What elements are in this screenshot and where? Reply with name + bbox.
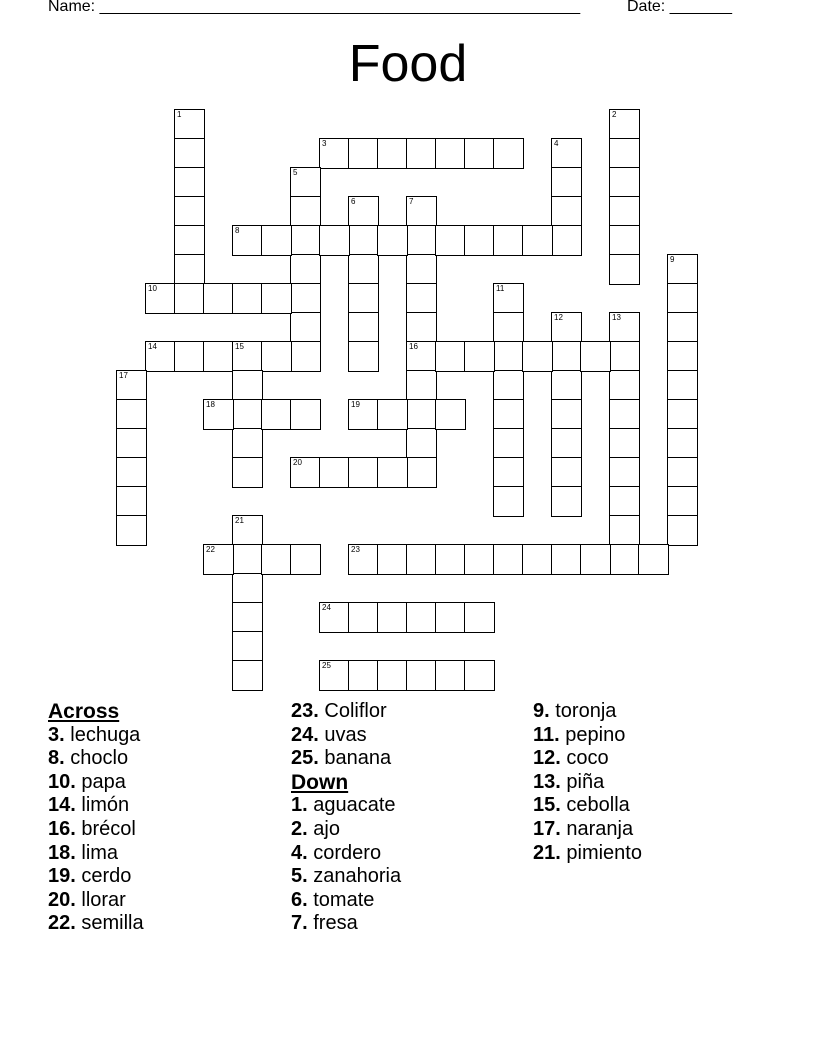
crossword-cell[interactable] bbox=[667, 341, 698, 372]
crossword-cell[interactable] bbox=[116, 457, 147, 488]
crossword-cell[interactable] bbox=[203, 341, 234, 372]
crossword-cell[interactable] bbox=[609, 428, 640, 459]
crossword-cell[interactable] bbox=[493, 486, 524, 517]
crossword-cell[interactable] bbox=[261, 341, 292, 372]
crossword-cell[interactable] bbox=[232, 631, 263, 662]
clue-text: toronja bbox=[555, 700, 617, 722]
crossword-cell[interactable] bbox=[667, 399, 698, 430]
clue-number: 2. bbox=[291, 817, 308, 840]
clue-number: 5. bbox=[291, 865, 308, 888]
crossword-cell[interactable] bbox=[609, 370, 640, 401]
clue-text: Coliflor bbox=[324, 700, 387, 722]
crossword-cell[interactable] bbox=[116, 370, 147, 401]
across-clue bbox=[48, 818, 144, 842]
across-clue bbox=[48, 865, 144, 889]
crossword-cell[interactable] bbox=[435, 341, 466, 372]
clue-number-label: 16 bbox=[409, 342, 418, 351]
clue-number-label: 9 bbox=[670, 255, 675, 264]
crossword-cell[interactable] bbox=[348, 283, 379, 314]
clue-text: papa bbox=[81, 770, 126, 793]
crossword-cell[interactable] bbox=[232, 660, 263, 691]
crossword-cell[interactable] bbox=[667, 486, 698, 517]
clue-column-2 bbox=[291, 700, 401, 936]
crossword-cell[interactable] bbox=[406, 341, 437, 372]
crossword-cell[interactable] bbox=[377, 138, 408, 169]
crossword-cell[interactable] bbox=[667, 283, 698, 314]
crossword-cell[interactable] bbox=[377, 602, 408, 633]
crossword-cell[interactable] bbox=[319, 602, 350, 633]
clue-number-label: 14 bbox=[148, 342, 157, 351]
crossword-cell[interactable] bbox=[348, 225, 379, 256]
clue-text: lechuga bbox=[70, 723, 141, 746]
crossword-cell[interactable] bbox=[551, 486, 582, 517]
clue-number-label: 1 bbox=[177, 110, 182, 119]
clue-text: pimiento bbox=[566, 841, 642, 864]
crossword-cell[interactable] bbox=[667, 457, 698, 488]
clue-number: 24. bbox=[291, 723, 319, 746]
crossword-cell[interactable] bbox=[348, 399, 379, 430]
clue-text: cordero bbox=[313, 841, 382, 864]
clue-number-label: 21 bbox=[235, 516, 244, 525]
across-clue bbox=[48, 889, 144, 913]
down-clue bbox=[533, 818, 642, 842]
across-clue bbox=[48, 771, 144, 795]
clue-text: cebolla bbox=[566, 794, 630, 817]
crossword-cell[interactable] bbox=[551, 428, 582, 459]
crossword-cell[interactable] bbox=[609, 254, 640, 285]
down-clue bbox=[533, 842, 642, 866]
crossword-cell[interactable] bbox=[348, 254, 379, 285]
crossword-cell[interactable] bbox=[493, 399, 524, 430]
crossword-cell[interactable] bbox=[551, 370, 582, 401]
clue-number: 15. bbox=[533, 794, 561, 817]
clue-number-label: 12 bbox=[554, 313, 563, 322]
crossword-cell[interactable] bbox=[174, 254, 205, 285]
clue-text: brécol bbox=[81, 817, 136, 840]
crossword-cell[interactable] bbox=[290, 341, 321, 372]
crossword-cell[interactable] bbox=[406, 660, 437, 691]
down-clue bbox=[533, 724, 642, 748]
crossword-cell[interactable] bbox=[290, 312, 321, 343]
down-clue bbox=[533, 747, 642, 771]
crossword-cell[interactable] bbox=[609, 109, 640, 140]
crossword-cell[interactable] bbox=[290, 167, 321, 198]
across-clue bbox=[291, 724, 401, 748]
crossword-cell[interactable] bbox=[435, 544, 466, 575]
clue-number-label: 17 bbox=[119, 371, 128, 380]
page-title: Food bbox=[348, 35, 468, 93]
crossword-cell[interactable] bbox=[435, 602, 466, 633]
down-clue bbox=[291, 912, 401, 936]
crossword-cell[interactable] bbox=[319, 457, 350, 488]
clue-number: 10. bbox=[48, 770, 76, 793]
clue-text: zanahoria bbox=[313, 865, 402, 888]
crossword-cell[interactable] bbox=[145, 341, 176, 372]
crossword-cell[interactable] bbox=[348, 312, 379, 343]
clue-number-label: 15 bbox=[235, 342, 244, 351]
crossword-cell[interactable] bbox=[551, 225, 582, 256]
crossword-cell[interactable] bbox=[609, 225, 640, 256]
down-clue bbox=[291, 865, 401, 889]
crossword-cell[interactable] bbox=[406, 254, 437, 285]
crossword-cell[interactable] bbox=[290, 544, 321, 575]
crossword-cell[interactable] bbox=[609, 196, 640, 227]
clue-number-label: 25 bbox=[322, 661, 331, 670]
crossword-cell[interactable] bbox=[609, 399, 640, 430]
clue-text: piña bbox=[566, 770, 605, 793]
crossword-cell[interactable] bbox=[551, 138, 582, 169]
crossword-cell[interactable] bbox=[116, 428, 147, 459]
crossword-cell[interactable] bbox=[493, 370, 524, 401]
crossword-cell[interactable] bbox=[232, 515, 263, 546]
crossword-cell[interactable] bbox=[464, 602, 495, 633]
crossword-cell[interactable] bbox=[667, 370, 698, 401]
clue-number: 14. bbox=[48, 794, 76, 817]
down-clue bbox=[291, 794, 401, 818]
clue-number: 21. bbox=[533, 841, 561, 864]
crossword-cell[interactable] bbox=[174, 283, 205, 314]
crossword-cell[interactable] bbox=[319, 225, 350, 256]
crossword-cell[interactable] bbox=[406, 312, 437, 343]
clue-number-label: 10 bbox=[148, 284, 157, 293]
date-field[interactable]: Date: _______ bbox=[627, 0, 732, 15]
crossword-cell[interactable] bbox=[174, 341, 205, 372]
crossword-cell[interactable] bbox=[174, 225, 205, 256]
crossword-cell[interactable] bbox=[580, 544, 611, 575]
across-clue bbox=[291, 747, 401, 771]
across-clue bbox=[48, 842, 144, 866]
crossword-cell[interactable] bbox=[348, 457, 379, 488]
crossword-cell[interactable] bbox=[493, 225, 524, 256]
crossword-cell[interactable] bbox=[232, 399, 263, 430]
clue-number: 1. bbox=[291, 794, 308, 817]
clue-number: 16. bbox=[48, 817, 76, 840]
clue-number-label: 4 bbox=[554, 139, 559, 148]
crossword-cell[interactable] bbox=[232, 602, 263, 633]
crossword-cell[interactable] bbox=[493, 428, 524, 459]
crossword-cell[interactable] bbox=[203, 283, 234, 314]
across-heading: Across bbox=[48, 700, 120, 723]
crossword-cell[interactable] bbox=[551, 196, 582, 227]
crossword-cell[interactable] bbox=[319, 660, 350, 691]
clue-text: tomate bbox=[313, 888, 375, 911]
across-clue bbox=[48, 724, 144, 748]
crossword-cell[interactable] bbox=[464, 544, 495, 575]
clue-number-label: 13 bbox=[612, 313, 621, 322]
crossword-cell[interactable] bbox=[551, 312, 582, 343]
clue-number: 9. bbox=[533, 700, 550, 722]
crossword-cell[interactable] bbox=[261, 399, 292, 430]
crossword-cell[interactable] bbox=[377, 457, 408, 488]
crossword-cell[interactable] bbox=[667, 312, 698, 343]
crossword-cell[interactable] bbox=[522, 544, 553, 575]
crossword-cell[interactable] bbox=[464, 341, 495, 372]
crossword-cell[interactable] bbox=[667, 428, 698, 459]
down-clue bbox=[291, 818, 401, 842]
crossword-cell[interactable] bbox=[609, 486, 640, 517]
crossword-cell[interactable] bbox=[406, 399, 437, 430]
crossword-cell[interactable] bbox=[522, 225, 553, 256]
crossword-cell[interactable] bbox=[261, 225, 292, 256]
crossword-cell[interactable] bbox=[232, 283, 263, 314]
clue-text: cerdo bbox=[81, 865, 132, 888]
clue-text: uvas bbox=[324, 723, 367, 746]
crossword-cell[interactable] bbox=[319, 138, 350, 169]
crossword-cell[interactable] bbox=[406, 225, 437, 256]
crossword-cell[interactable] bbox=[348, 138, 379, 169]
clue-number: 6. bbox=[291, 888, 308, 911]
crossword-cell[interactable] bbox=[464, 660, 495, 691]
crossword-cell[interactable] bbox=[232, 573, 263, 604]
crossword-cell[interactable] bbox=[406, 370, 437, 401]
down-heading: Down bbox=[291, 770, 349, 794]
crossword-cell[interactable] bbox=[261, 283, 292, 314]
crossword-cell[interactable] bbox=[377, 225, 408, 256]
clue-number: 8. bbox=[48, 747, 65, 770]
crossword-cell[interactable] bbox=[580, 341, 611, 372]
clue-number-label: 20 bbox=[293, 458, 302, 467]
crossword-cell[interactable] bbox=[435, 225, 466, 256]
crossword-cell[interactable] bbox=[406, 457, 437, 488]
clue-number: 22. bbox=[48, 912, 76, 935]
crossword-cell[interactable] bbox=[551, 341, 582, 372]
clue-number: 7. bbox=[291, 912, 308, 935]
crossword-cell[interactable] bbox=[493, 138, 524, 169]
crossword-cell[interactable] bbox=[464, 138, 495, 169]
clue-text: ajo bbox=[313, 817, 340, 840]
clue-number-label: 7 bbox=[409, 197, 414, 206]
clue-number-label: 11 bbox=[496, 284, 505, 293]
crossword-cell[interactable] bbox=[493, 457, 524, 488]
crossword-cell[interactable] bbox=[377, 660, 408, 691]
clue-text: llorar bbox=[81, 888, 126, 911]
clue-number: 4. bbox=[291, 841, 308, 864]
crossword-cell[interactable] bbox=[203, 544, 234, 575]
crossword-cell[interactable] bbox=[551, 544, 582, 575]
clue-number-label: 6 bbox=[351, 197, 356, 206]
crossword-cell[interactable] bbox=[609, 167, 640, 198]
clue-number-label: 3 bbox=[322, 139, 327, 148]
crossword-cell[interactable] bbox=[435, 138, 466, 169]
crossword-cell[interactable] bbox=[609, 544, 640, 575]
crossword-cell[interactable] bbox=[667, 515, 698, 546]
crossword-cell[interactable] bbox=[174, 109, 205, 140]
crossword-cell[interactable] bbox=[348, 196, 379, 227]
clue-text: banana bbox=[324, 747, 392, 770]
crossword-cell[interactable] bbox=[406, 283, 437, 314]
clue-column-3 bbox=[533, 700, 642, 865]
crossword-cell[interactable] bbox=[348, 602, 379, 633]
across-clue bbox=[48, 912, 144, 936]
crossword-cell[interactable] bbox=[609, 341, 640, 372]
crossword-cell[interactable] bbox=[377, 399, 408, 430]
crossword-cell[interactable] bbox=[116, 486, 147, 517]
clue-number-label: 24 bbox=[322, 603, 331, 612]
crossword-cell[interactable] bbox=[638, 544, 669, 575]
crossword-cell[interactable] bbox=[203, 399, 234, 430]
down-clue bbox=[291, 889, 401, 913]
crossword-cell[interactable] bbox=[232, 457, 263, 488]
crossword-cell[interactable] bbox=[406, 602, 437, 633]
clue-number: 11. bbox=[533, 723, 560, 746]
crossword-cell[interactable] bbox=[435, 399, 466, 430]
clue-number-label: 8 bbox=[235, 226, 240, 235]
clue-number: 3. bbox=[48, 723, 65, 746]
clue-number: 20. bbox=[48, 888, 76, 911]
crossword-cell[interactable] bbox=[377, 544, 408, 575]
clue-text: coco bbox=[566, 747, 609, 770]
crossword-cell[interactable] bbox=[232, 370, 263, 401]
crossword-cell[interactable] bbox=[551, 457, 582, 488]
crossword-cell[interactable] bbox=[290, 457, 321, 488]
clue-number-label: 2 bbox=[612, 110, 617, 119]
crossword-cell[interactable] bbox=[406, 544, 437, 575]
down-clue bbox=[533, 771, 642, 795]
crossword-cell[interactable] bbox=[609, 457, 640, 488]
crossword-cell[interactable] bbox=[493, 341, 524, 372]
clue-number-label: 19 bbox=[351, 400, 360, 409]
clue-text: aguacate bbox=[313, 794, 396, 817]
clue-number: 17. bbox=[533, 817, 561, 840]
crossword-cell[interactable] bbox=[145, 283, 176, 314]
clue-number-label: 5 bbox=[293, 168, 298, 177]
crossword-cell[interactable] bbox=[290, 225, 321, 256]
crossword-cell[interactable] bbox=[551, 399, 582, 430]
down-clue bbox=[533, 700, 642, 724]
across-clue bbox=[48, 747, 144, 771]
clue-number-label: 22 bbox=[206, 545, 215, 554]
crossword-cell[interactable] bbox=[667, 254, 698, 285]
clue-number: 13. bbox=[533, 770, 561, 793]
clue-text: naranja bbox=[566, 817, 634, 840]
clue-number: 19. bbox=[48, 865, 76, 888]
crossword-cell[interactable] bbox=[493, 283, 524, 314]
clue-number-label: 23 bbox=[351, 545, 360, 554]
crossword-cell[interactable] bbox=[290, 254, 321, 285]
clue-number: 12. bbox=[533, 747, 561, 770]
clue-number: 25. bbox=[291, 747, 319, 770]
crossword-cell[interactable] bbox=[232, 544, 263, 575]
crossword-cell[interactable] bbox=[116, 515, 147, 546]
crossword-cell[interactable] bbox=[290, 283, 321, 314]
crossword-cell[interactable] bbox=[435, 660, 466, 691]
crossword-cell[interactable] bbox=[406, 138, 437, 169]
crossword-cell[interactable] bbox=[551, 167, 582, 198]
crossword-cell[interactable] bbox=[522, 341, 553, 372]
crossword-cell[interactable] bbox=[174, 138, 205, 169]
crossword-cell[interactable] bbox=[493, 312, 524, 343]
across-clue bbox=[48, 794, 144, 818]
clue-number: 18. bbox=[48, 841, 76, 864]
clue-text: lima bbox=[81, 841, 119, 864]
clue-number-label: 18 bbox=[206, 400, 215, 409]
crossword-cell[interactable] bbox=[116, 399, 147, 430]
crossword-cell[interactable] bbox=[261, 544, 292, 575]
crossword-cell[interactable] bbox=[290, 196, 321, 227]
crossword-cell[interactable] bbox=[290, 399, 321, 430]
name-field[interactable]: Name: ______________________________________________________ bbox=[48, 0, 581, 15]
clue-text: semilla bbox=[81, 912, 144, 935]
crossword-cell[interactable] bbox=[493, 544, 524, 575]
clue-text: choclo bbox=[70, 747, 129, 770]
crossword-cell[interactable] bbox=[464, 225, 495, 256]
down-clue bbox=[533, 794, 642, 818]
crossword-cell[interactable] bbox=[232, 225, 263, 256]
crossword-cell[interactable] bbox=[406, 428, 437, 459]
crossword-cell[interactable] bbox=[174, 196, 205, 227]
crossword-cell[interactable] bbox=[609, 515, 640, 546]
crossword-cell[interactable] bbox=[609, 312, 640, 343]
clue-text: pepino bbox=[565, 723, 626, 746]
crossword-cell[interactable] bbox=[609, 138, 640, 169]
crossword-cell[interactable] bbox=[348, 660, 379, 691]
clue-text: fresa bbox=[313, 912, 358, 935]
clue-number: 23. bbox=[291, 700, 319, 722]
crossword-cell[interactable] bbox=[232, 428, 263, 459]
crossword-cell[interactable] bbox=[232, 341, 263, 372]
clue-text: limón bbox=[81, 794, 130, 817]
crossword-cell[interactable] bbox=[406, 196, 437, 227]
down-clue bbox=[291, 842, 401, 866]
across-clue bbox=[291, 700, 401, 724]
crossword-cell[interactable] bbox=[348, 544, 379, 575]
clue-column-1 bbox=[48, 700, 144, 936]
crossword-cell[interactable] bbox=[174, 167, 205, 198]
crossword-cell[interactable] bbox=[348, 341, 379, 372]
